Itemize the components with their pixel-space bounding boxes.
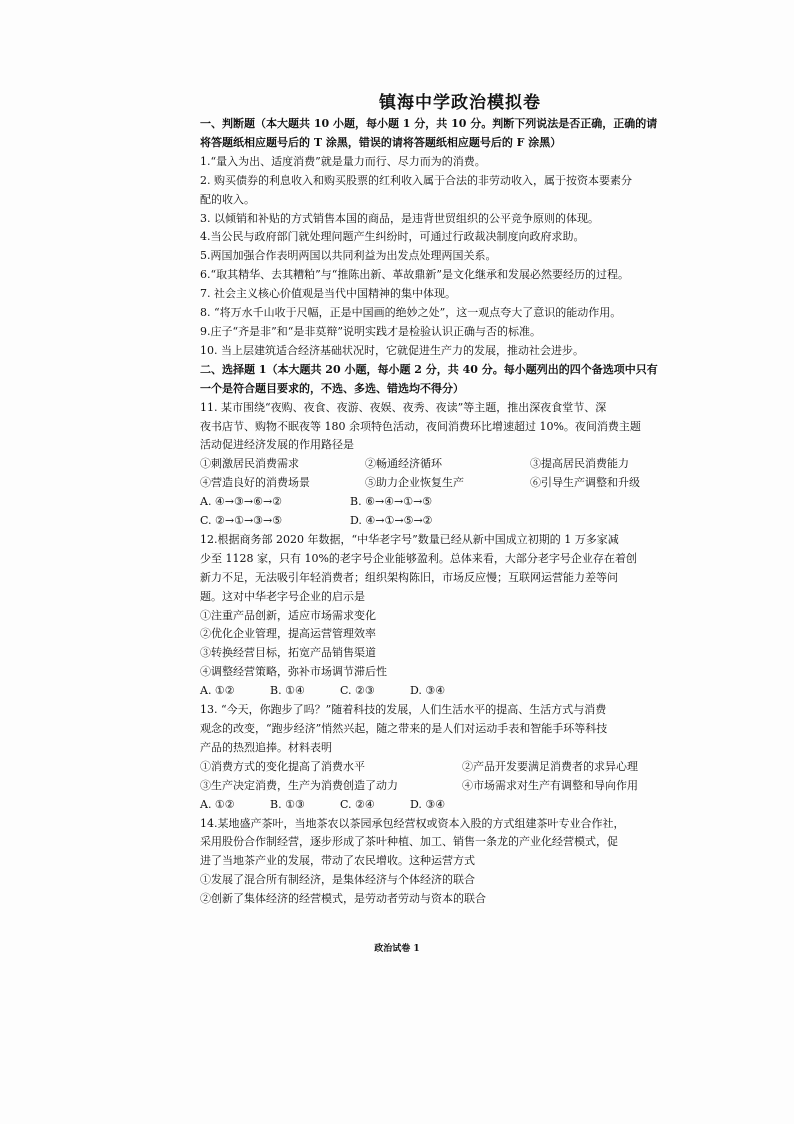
judgment-line: 配的收入。	[200, 192, 255, 206]
question-12	[200, 531, 720, 701]
answer-option: C. ②③	[340, 684, 375, 698]
question-stem-line: 产品的热烈追捧。材料表明	[200, 740, 332, 754]
section-instruction: 二、选择题 1（本大题共 20 小题，每小题 2 分，共 40 分。每小题列出的四个备选项中只有	[200, 362, 658, 376]
statement-row	[200, 758, 720, 777]
judgment-line: 9.庄子“齐是非”和“是非莫辩”说明实践才是检验认识正确与否的标准。	[200, 324, 541, 338]
statement-item: ④营造良好的消费场景	[200, 476, 310, 490]
statement-row	[200, 777, 720, 796]
section-1-header	[200, 115, 720, 153]
judgment-questions	[200, 153, 720, 361]
answer-option: D. ④→①→⑤→②	[350, 514, 433, 528]
statement-item: ①注重产品创新，适应市场需求变化	[200, 608, 376, 622]
question-stem-line: 12.根据商务部 2020 年数据，“中华老字号”数量已经从新中国成立初期的 1 万多家减	[200, 532, 619, 546]
statement-row	[200, 474, 720, 493]
section-instruction: 将答题纸相应题号后的 T 涂黑，错误的请将答题纸相应题号后的 F 涂黑）	[200, 135, 562, 149]
question-13	[200, 701, 720, 814]
statement-item: ①消费方式的变化提高了消费水平	[200, 759, 365, 773]
statement-item: ②畅通经济循环	[365, 457, 442, 471]
question-stem-line: 新力不足，无法吸引年轻消费者；组织架构陈旧，市场反应慢；互联网运营能力差等问	[200, 570, 618, 584]
judgment-line: 7. 社会主义核心价值观是当代中国精神的集中体现。	[200, 287, 456, 301]
question-stem-line: 11. 某市围绕“夜购、夜食、夜游、夜娱、夜秀、夜读”等主题，推出深夜食堂节、深	[200, 400, 607, 414]
section-2-header	[200, 361, 720, 399]
judgment-line: 1.“量入为出、适度消费”就是量力而行、尽力而为的消费。	[200, 154, 486, 168]
answer-option: C. ②→①→③→⑤	[200, 514, 283, 528]
statement-item: ④调整经营策略，弥补市场调节滞后性	[200, 665, 387, 679]
question-14	[200, 815, 720, 910]
question-stem-line: 采用股份合作制经营，逐步形成了茶叶种植、加工、销售一条龙的产业化经营模式，促	[200, 835, 618, 849]
statement-item: ②创新了集体经济的经营模式，是劳动者劳动与资本的联合	[200, 892, 486, 906]
judgment-line: 4.当公民与政府部门就处理问题产生纠纷时，可通过行政裁决制度向政府求助。	[200, 230, 585, 244]
answer-options-row	[200, 682, 720, 701]
answer-options-row	[200, 796, 720, 815]
answer-option: A. ④→③→⑥→②	[200, 495, 283, 509]
answer-option: A. ①②	[200, 797, 235, 811]
judgment-line: 10. 当上层建筑适合经济基础状况时，它就促进生产力的发展，推动社会进步。	[200, 343, 584, 357]
judgment-line: 8. “将万水千山收于尺幅，正是中国画的绝妙之处”，这一观点夸大了意识的能动作用。	[200, 306, 622, 320]
question-stem-line: 少至 1128 家，只有 10%的老字号企业能够盈利。总体来看，大部分老字号企业存在着创	[200, 551, 637, 565]
answer-option: D. ③④	[410, 797, 446, 811]
statement-item: ③生产决定消费，生产为消费创造了动力	[200, 778, 398, 792]
question-stem-line: 观念的改变，“跑步经济”悄然兴起，随之带来的是人们对运动手表和智能手环等科技	[200, 722, 608, 735]
judgment-line: 3. 以倾销和补贴的方式销售本国的商品，是违背世贸组织的公平竞争原则的体现。	[200, 211, 599, 225]
answer-option: A. ①②	[200, 684, 235, 698]
question-stem-line: 夜书店节、购物不眠夜等 180 余项特色活动，夜间消费环比增速超过 10%。夜间消费主题	[200, 419, 641, 433]
answer-option: C. ②④	[340, 797, 375, 811]
question-stem-line: 题。这对中华老字号企业的启示是	[200, 589, 365, 603]
question-stem-line: 活动促进经济发展的作用路径是	[200, 438, 354, 452]
answer-option: B. ①③	[270, 797, 305, 811]
section-instruction: 一、判断题（本大题共 10 小题，每小题 1 分，共 10 分。判断下列说法是否正确，正确的请	[200, 117, 658, 130]
statement-item: ④市场需求对生产有调整和导向作用	[462, 778, 638, 792]
question-stem-line: 13. “今天，你跑步了吗？”随着科技的发展，人们生活水平的提高、生活方式与消费	[200, 703, 607, 717]
judgment-line: 2. 购买债券的利息收入和购买股票的红利收入属于合法的非劳动收入，属于按资本要素分	[200, 173, 632, 187]
statement-item: ②产品开发要满足消费者的求异心理	[462, 759, 638, 773]
answer-option: B. ⑥→④→①→⑤	[350, 495, 433, 509]
question-11	[200, 399, 720, 531]
page-footer: 政治试卷 1	[374, 944, 420, 954]
answer-options-row	[200, 493, 720, 512]
statement-item: ③转换经营目标，拓宽产品销售渠道	[200, 646, 376, 660]
statement-item: ①发展了混合所有制经济，是集体经济与个体经济的联合	[200, 873, 475, 887]
section-instruction: 一个是符合题目要求的，不选、多选、错选均不得分）	[200, 381, 464, 395]
statement-row	[200, 455, 720, 474]
answer-option: D. ③④	[410, 684, 446, 698]
question-stem-line: 进了当地茶产业的发展，带动了农民增收。这种运营方式	[200, 854, 475, 868]
page-title: 镇海中学政治模拟卷	[379, 93, 541, 113]
answer-option: B. ①④	[270, 684, 305, 698]
statement-item: ⑥引导生产调整和升级	[530, 476, 640, 490]
exam-body	[200, 92, 720, 909]
judgment-line: 6.“取其精华、去其糟粕”与“推陈出新、革故鼎新”是文化继承和发展必然要经历的过程。	[200, 268, 629, 282]
judgment-line: 5.两国加强合作表明两国以共同利益为出发点处理两国关系。	[200, 249, 497, 263]
statement-item: ③提高居民消费能力	[530, 457, 629, 471]
question-stem-line: 14.某地盛产茶叶，当地茶农以茶园承包经营权或资本入股的方式组建茶叶专业合作社，	[200, 816, 625, 830]
statement-item: ②优化企业管理，提高运营管理效率	[200, 627, 376, 641]
answer-options-row	[200, 512, 720, 531]
statement-item: ⑤助力企业恢复生产	[365, 476, 464, 490]
statement-item: ①刺激居民消费需求	[200, 457, 299, 471]
